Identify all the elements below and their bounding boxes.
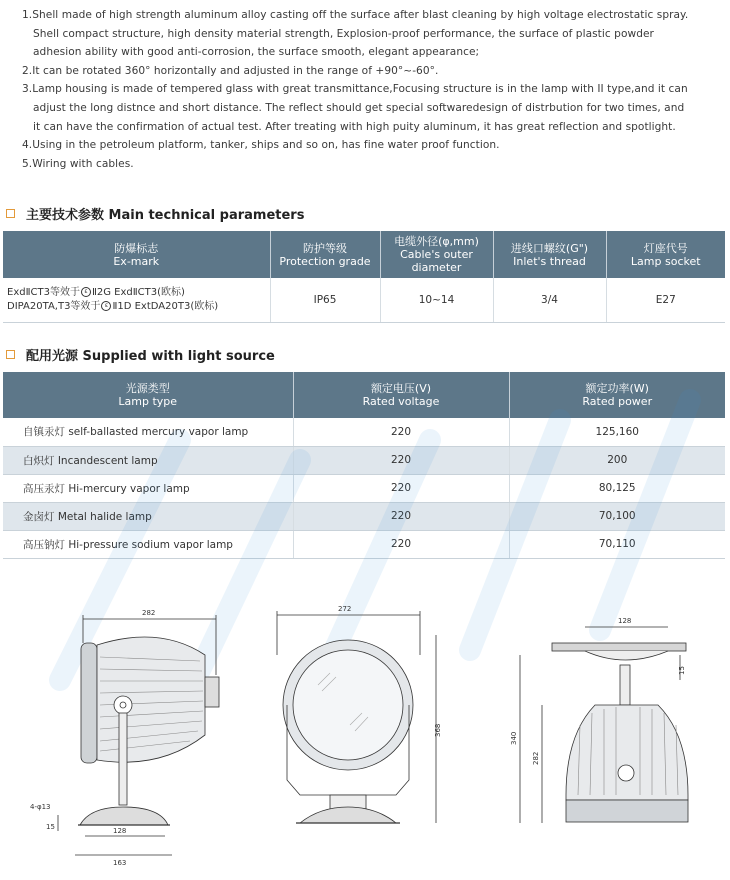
dim-side-base-height: 15	[46, 823, 55, 831]
cell-power: 200	[509, 446, 725, 474]
technical-drawings	[0, 595, 730, 880]
cell-cable: 10~14	[380, 278, 493, 322]
cell-lamp-type: 自镇汞灯 self-ballasted mercury vapor lamp	[3, 418, 293, 446]
header-ex-mark: 防爆标志 Ex-mark	[3, 231, 270, 278]
cell-voltage: 220	[293, 502, 509, 530]
table-row	[3, 502, 725, 530]
header-protection-grade: 防护等级 Protection grade	[270, 231, 380, 278]
feature-line: 2.It can be rotated 360° horizontally and adjusted in the range of +90°~-60°.	[22, 64, 439, 77]
feature-line: Shell compact structure, high density material strength, Explosion-proof performance, the surface of plastic powder	[33, 27, 654, 40]
header-lamp-type: 光源类型 Lamp type	[3, 372, 293, 418]
cell-lamp-type: 白炽灯 Incandescent lamp	[3, 446, 293, 474]
table-row	[3, 474, 725, 502]
dim-pendant-body-height: 282	[532, 751, 540, 765]
table-row	[3, 446, 725, 474]
dim-pendant-flange: 15	[678, 666, 686, 675]
dim-side-top: 282	[142, 609, 156, 617]
feature-line: adjust the long distnce and short distance. The reflect should get special softwaredesign of distrbution for two times, and	[33, 101, 685, 114]
cell-ex-mark: ExdⅡCT3等效于 ε Ⅱ2G ExdⅡCT3(欧标) DIPA20TA,T3等效于 ε Ⅱ1D ExtDA20T3(欧标)	[3, 278, 270, 322]
bullet-square-icon	[6, 209, 15, 218]
cell-lamp-type: 金卤灯 Metal halide lamp	[3, 502, 293, 530]
section-title-text: 主要技术参数 Main technical parameters	[26, 208, 305, 223]
cell-power: 70,110	[509, 530, 725, 558]
cell-voltage: 220	[293, 474, 509, 502]
feature-line: 3.Lamp housing is made of tempered glass with great transmittance,Focusing structure is in the lamp with II type,and it can	[22, 83, 688, 96]
section-title-text: 配用光源 Supplied with light source	[26, 349, 275, 364]
cell-thread: 3/4	[493, 278, 606, 322]
header-rated-power: 额定功率(W) Rated power	[509, 372, 725, 418]
cell-voltage: 220	[293, 446, 509, 474]
feature-line: 4.Using in the petroleum platform, tanker, ships and so on, has fine water proof function.	[22, 139, 500, 152]
cell-voltage: 220	[293, 418, 509, 446]
feature-list	[22, 6, 728, 173]
header-inlet-thread: 进线口螺纹(G") Inlet's thread	[493, 231, 606, 278]
header-lamp-socket: 灯座代号 Lamp socket	[606, 231, 725, 278]
cell-socket: E27	[606, 278, 725, 322]
dim-pendant-top: 128	[618, 617, 632, 625]
technical-params-table	[3, 231, 725, 323]
feature-line: adhesion ability with good anti-corrosion, the surface smooth, elegant appearance;	[33, 46, 480, 59]
dim-side-base-inner: 128	[113, 827, 127, 835]
table-row	[3, 278, 725, 322]
bullet-square-icon	[6, 350, 15, 359]
dim-front-height: 368	[434, 723, 442, 737]
dim-pendant-total-height: 340	[510, 731, 518, 745]
cell-lamp-type: 高压钠灯 Hi-pressure sodium vapor lamp	[3, 530, 293, 558]
table-header-row	[3, 231, 725, 278]
light-source-table	[3, 372, 725, 559]
drawing-side-view	[30, 609, 219, 867]
header-rated-voltage: 额定电压(V) Rated voltage	[293, 372, 509, 418]
cell-power: 80,125	[509, 474, 725, 502]
cell-lamp-type: 高压汞灯 Hi-mercury vapor lamp	[3, 474, 293, 502]
table-row	[3, 418, 725, 446]
dim-side-hole: 4-φ13	[30, 803, 51, 811]
table-header-row	[3, 372, 725, 418]
cell-voltage: 220	[293, 530, 509, 558]
table-row	[3, 530, 725, 558]
drawing-front-view	[277, 605, 442, 823]
header-cable-diameter: 电缆外径(φ,mm) Cable's outer diameter	[380, 231, 493, 278]
feature-line: 5.Wiring with cables.	[22, 157, 134, 170]
dim-front-width: 272	[338, 605, 352, 613]
cell-power: 125,160	[509, 418, 725, 446]
cell-protection: IP65	[270, 278, 380, 322]
cell-power: 70,100	[509, 502, 725, 530]
section-title-light-source	[6, 345, 275, 364]
feature-line: it can have the confirmation of actual test. After treating with high puity aluminum, it has great reflection and spotlight.	[33, 120, 676, 133]
ex-symbol-icon: ε	[101, 301, 111, 311]
drawing-pendant-view	[510, 617, 688, 823]
ex-symbol-icon: ε	[81, 287, 91, 297]
dim-side-base-outer: 163	[113, 859, 127, 867]
section-title-technical-params	[6, 204, 304, 223]
feature-line: 1.Shell made of high strength aluminum alloy casting off the surface after blast cleaning by high voltage electrostatic spray.	[22, 9, 689, 21]
